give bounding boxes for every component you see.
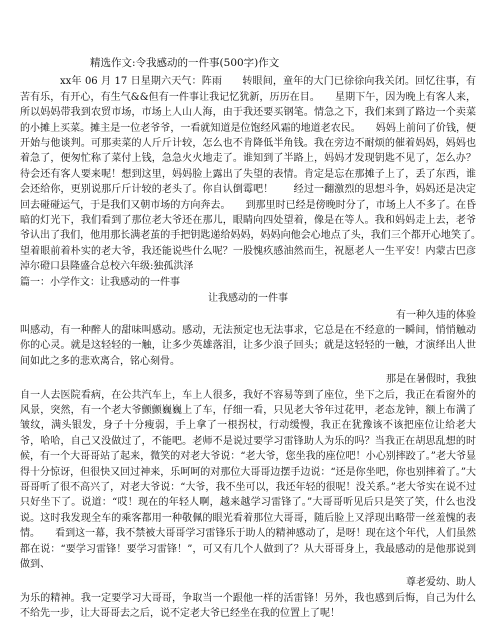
paragraph-lead-line: 有一种久违的体验 [396,309,476,321]
paragraph-lead-line: 那是在暑假时，我独 [386,374,476,386]
sub-heading: 让我感动的一件事 [208,293,288,305]
essay-paragraph: 为乐的精神。我一定要学习大哥哥，争取当一个跟他一样的活雷锋！另外，我也感到后悔，自己为什么不给先一步，让大哥哥去之后，说不定老大爷已经坐在我的位置上了呢！ [20,592,476,620]
section-label: 篇一：小学作文：让我感动的一件事 [20,276,180,288]
paragraph-lead-line: 尊老爱幼、助人 [406,577,476,589]
essay-paragraph: xx年 06 月 17 日星期六天气：阵雨 转眼间，童年的大门已徐徐向我关闭。回忆往事，有苦有乐，有开心，有生气&&但有一件事让我记忆犹新，历历在目。 星期下午，因为晚上有客人来，所以妈妈带我到农贸市场，市场上人山人海，由于我还要买钢笔。情急之下，我们来到了路边一个卖菜的小摊上买菜。摊主是一位老爷爷，一看就知道是位饱经风霜的地道老农民。 妈妈上前问了价钱，便开始与他谈判。可那卖菜的人斤斤计较，怎么也不肯降低半角钱。我在旁边不耐烦的催着妈妈，妈妈也着急了，便匆忙称了菜付上钱，急急火火地走了。谁知到了半路上，妈妈才发现钥匙不见了，怎么办？待会还有客人要来呢！想到这里，妈妈脸上露出了失望的表情。肯定是忘在那摊子上了，丢了东西，谁会还给你，更别说那斤斤计较的老头了。你自认倒霉吧！ 经过一翻激烈的思想斗争，妈妈还是决定回去碰碰运气，于是我们又朝市场的方向奔去。 到那里时已经是傍晚时分了，市场上人不多了。在昏暗的灯光下，我们看到了那位老大爷还在那儿，眼睛向四处望着，像是在等人。我和妈妈走上去，老爷爷认出了我们，他用那长满老茧的手把钥匙递给妈妈，妈妈向他会心地点了头，我们三个都开心地笑了。 望着眼前着朴实的老大爷，我还能说些什么呢？一股愧疚感油然而生，祝愿老人一生平安！内蒙古巴彦淖尔磴口县隆盛合总校六年级:独孤洪泽 [20,76,496,273]
essay-paragraph: 叫感动，有一种醉人的甜味叫感动。感动，无法预定也无法事求，它总是在不经意的一瞬间，悄悄触动你的心灵。就是这轻轻的一触，让多少英雄落泪，让多少浪子回头；就是这轻轻的一触，才演绎出人世间如此之多的悲欢离合，铭心刻骨。 [20,324,476,367]
essay-paragraph: 自一人去医院看病，在公共汽车上，车上人很多，我好不容易等到了座位，坐下之后，我正在看窗外的风景，突然，有一个老大爷颤颤巍巍上了车，仔细一看，只见老大爷年过花甲，老态龙钟，额上布满了皱纹，满头银发，身子十分瘦弱，手上拿了一根拐杖，行动缓慢，我正在犹豫该不该把座位让给老大爷，哈哈，自己又没做过了，不能吧。老师不是说过要学习雷锋助人为乐的吗？当我正在胡思乱想的时候，有一个大哥哥站了起来，微笑的对老大爷说：“老大爷，您坐我的座位吧！小心别摔跤了。”老大爷显得十分惊讶，但很快又回过神来，乐呵呵的对那位大哥哥边摆手边说：“还是你坐吧，你也别摔着了。”大哥哥听了很不高兴了，对老大爷说：“大爷，我不坐可以，我还年轻的很呢！没关系。”老大爷实在说不过只好坐下了。说道：“哎！现在的年轻人啊，越来越学习雷锋了。”大哥哥听见后只是笑了笑，什么也没说。这时我发现全车的乘客都用一种敬佩的眼光看着那位大哥哥，随后脸上又浮现出略带一丝羞愧的表情。 看到这一幕，我不禁被大哥哥学习雷锋乐于助人的精神感动了，是呀！现在这个年代，人们虽然都在说：“要学习雷锋！要学习雷锋！”，可又有几个人做到了？从大哥哥身上，我最感动的是他那说到做到、 [20,389,476,570]
document-title: 精选作文:令我感动的一件事(500字)作文 [90,57,280,69]
